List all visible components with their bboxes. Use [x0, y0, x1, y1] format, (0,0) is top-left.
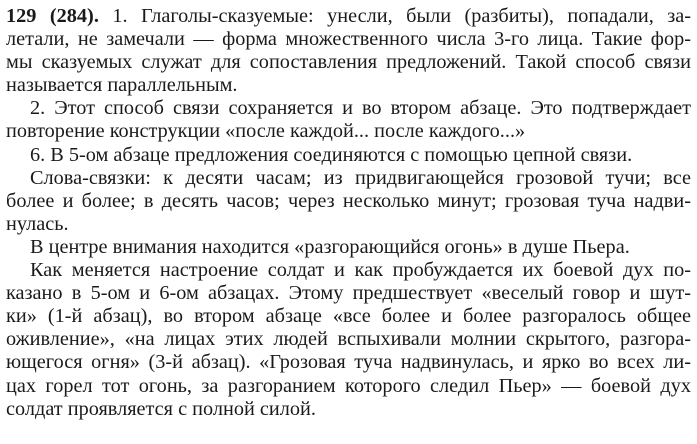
text-line-2: летали, не замечали — форма множественного числа 3-го лица. Такие фор-: [6, 28, 691, 51]
text-line-15: оживление», «на лицах этих людей вспыхивали молнии скрытого, разгора-: [6, 328, 691, 351]
text-line-3: мы сказуемых служат для сопоставления предложений. Такой способ связи: [6, 51, 691, 74]
text-line-4: называется параллельным.: [6, 74, 238, 97]
text-line-18: солдат проявляется с полной силой.: [6, 397, 316, 420]
text-line-14: ки» (1-й абзац), во втором абзаце «все более и более разгоралось общее: [6, 305, 691, 328]
text-line-7: 6. В 5-ом абзаце предложения соединяются с помощью цепной связи.: [30, 143, 633, 166]
text-line-9: более и более; в десять часов; через несколько минут; грозовая туча надви-: [6, 189, 691, 212]
text-line-8: Слова-связки: к десяти часам; из придвигающейся грозовой тучи; все: [30, 166, 691, 189]
text-line-11: В центре внимания находится «разгорающийся огонь» в душе Пьера.: [30, 235, 630, 258]
task-number: 129 (284).: [6, 5, 99, 27]
text-line-1: [6, 5, 691, 28]
line-text: 1. Глаголы-сказуемые: унесли, были (разбиты), попадали, за-: [98, 5, 691, 27]
text-line-10: нулась.: [6, 212, 69, 235]
text-line-6: повторение конструкции «после каждой... после каждого...»: [6, 120, 526, 143]
text-line-12: Как меняется настроение солдат и как пробуждается их боевой дух по-: [30, 259, 691, 282]
text-line-13: казано в 5-ом и 6-ом абзацах. Этому предшествует «веселый говор и шут-: [6, 282, 691, 305]
text-line-17: цах горел тот огонь, за разгоранием которого следил Пьер» — боевой дух: [6, 374, 691, 397]
text-line-5: 2. Этот способ связи сохраняется и во втором абзаце. Это подтверждает: [30, 97, 691, 120]
text-line-16: ющегося огня» (3-й абзац). «Грозовая туча надвинулась, и ярко во всех ли-: [6, 351, 691, 374]
